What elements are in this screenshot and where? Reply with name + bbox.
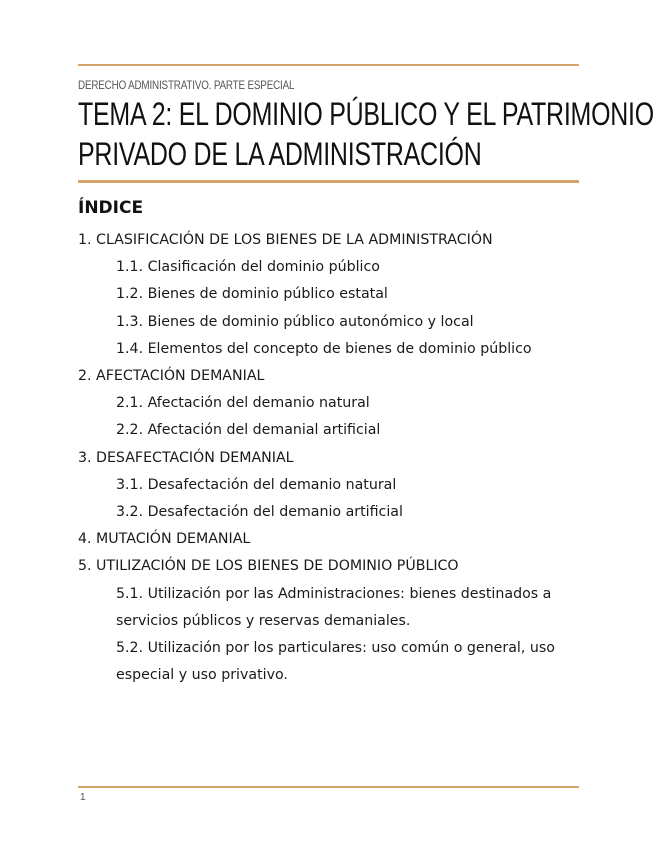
header-rule <box>78 64 579 66</box>
toc-entry: 2. AFECTACIÓN DEMANIAL <box>78 368 265 385</box>
running-header: DERECHO ADMINISTRATIVO. PARTE ESPECIAL <box>78 78 295 92</box>
page-title <box>78 94 654 174</box>
title-rule <box>78 180 579 183</box>
footer-rule <box>78 786 579 788</box>
toc-subentry: 5.2. Utilización por los particulares: uso común o general, uso especial y uso privativo. <box>116 640 555 684</box>
toc-entry: 3. DESAFECTACIÓN DEMANIAL <box>78 449 294 466</box>
page-number: 1 <box>80 792 86 803</box>
toc-entry: 1. CLASIFICACIÓN DE LOS BIENES DE LA ADMINISTRACIÓN <box>78 232 493 248</box>
index-heading: ÍNDICE <box>78 198 144 218</box>
toc-entry: 5. UTILIZACIÓN DE LOS BIENES DE DOMINIO PÚBLICO <box>78 558 459 575</box>
toc-subentry: 1.1. Clasificación del dominio público <box>116 259 380 276</box>
toc-subentry: 1.4. Elementos del concepto de bienes de dominio público <box>116 340 532 357</box>
toc-entry: 4. MUTACIÓN DEMANIAL <box>78 531 251 548</box>
toc-subentry: 3.1. Desafectación del demanio natural <box>116 476 397 493</box>
page-title-line-1: TEMA 2: EL DOMINIO PÚBLICO Y EL PATRIMONIO <box>78 96 654 132</box>
toc-subentry: 2.1. Afectación del demanio natural <box>116 395 370 412</box>
toc-subentry: 5.1. Utilización por las Administraciones: bienes destinados a servicios públicos y reservas demaniales. <box>116 585 552 629</box>
toc-subentry: 1.2. Bienes de dominio público estatal <box>116 286 388 303</box>
table-of-contents <box>78 227 578 689</box>
page-title-line-2: PRIVADO DE LA ADMINISTRACIÓN <box>78 136 482 172</box>
toc-subentry: 2.2. Afectación del demanial artificial <box>116 422 381 439</box>
toc-subentry: 1.3. Bienes de dominio público autonómico y local <box>116 313 474 330</box>
toc-subentry: 3.2. Desafectación del demanio artificial <box>116 504 403 521</box>
